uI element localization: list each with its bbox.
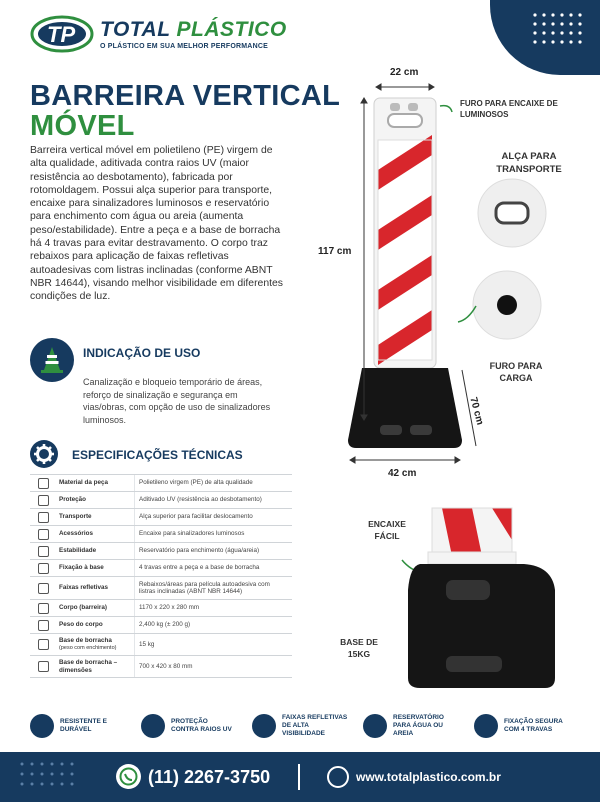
width-dimension: 22 cm <box>390 67 419 78</box>
spec-value: Rebaixos/áreas para película autoadesiva com listras inclinadas (ABNT NBR 14644) <box>134 577 292 599</box>
globe-icon <box>327 766 349 788</box>
page-title-line2: MÓVEL <box>30 110 135 142</box>
height-dimension: 117 cm <box>318 246 352 257</box>
barrier-body <box>374 98 436 368</box>
spec-value: Aditivado UV (resistência ao desbotamento) <box>134 492 292 508</box>
feature-item <box>141 703 237 749</box>
spec-value: 1170 x 220 x 280 mm <box>134 600 292 616</box>
website-link[interactable]: www.totalplastico.com.br <box>356 770 501 784</box>
svg-text:TP: TP <box>47 22 76 47</box>
lock-icon <box>474 714 498 738</box>
shield-icon <box>30 714 54 738</box>
brand-tagline: O PLÁSTICO EM SUA MELHOR PERFORMANCE <box>100 43 268 50</box>
base-detail <box>408 508 555 688</box>
feature-text: FIXAÇÃO SEGURA COM 4 TRAVAS <box>504 718 563 733</box>
base-width-dimension: 42 cm <box>388 468 417 479</box>
phone-number[interactable]: (11) 2267-3750 <box>148 767 271 787</box>
spec-label: Estabilidade <box>59 547 97 555</box>
spec-value: Encaixe para sinalizadores luminosos <box>134 526 292 542</box>
spec-label: Transporte <box>59 513 92 521</box>
encaixe-label: ENCAIXE FÁCIL <box>368 519 406 541</box>
spec-label: Acessórios <box>59 530 93 538</box>
stripes-icon <box>252 714 276 738</box>
footer-dot-grid-decoration <box>18 760 78 796</box>
features-bar <box>30 703 570 749</box>
furo-encaixe-label: FURO PARA ENCAIXE DE LUMINOSOS <box>460 99 558 119</box>
spec-label: Fixação à base <box>59 564 104 572</box>
page-title-line1: BARREIRA VERTICAL <box>30 80 341 112</box>
spec-value: 4 travas entre a peça e a base de borracha <box>134 560 292 576</box>
product-description: Barreira vertical móvel em polietileno (PE) virgem de alta qualidade, aditivada contra raios UV (maior resistência ao desbotamento), fabricada por rotomoldagem. Possui alça superior para transporte, encaixe para sinalizadores luminosos e reservatório para enchimento com água ou areia (aumenta peso/estabilidade). Entre a peça e a base de borracha há 4 travas para evitar destravamento. O corpo traz rebaixos para aplicação de faixas refletivas autoadesivas com listras inclinadas (conforme ABNT NBR 14644), visando melhor visibilidade em diferentes condições de luz. <box>30 145 283 303</box>
feature-text: FAIXAS REFLETIVAS DE ALTA VISIBILIDADE <box>282 714 348 737</box>
spec-value: 700 x 420 x 80 mm <box>134 656 292 677</box>
drop-icon <box>363 714 387 738</box>
spec-label: Peso do corpo <box>59 621 103 629</box>
spec-label: Base de borracha (peso com enchimento) <box>59 636 117 651</box>
feature-item <box>474 703 570 749</box>
spec-label: Faixas refletivas <box>59 584 109 592</box>
sun-icon <box>141 714 165 738</box>
barrier-base <box>348 368 462 448</box>
feature-item <box>363 703 459 749</box>
spec-label: Proteção <box>59 496 86 504</box>
feature-item <box>252 703 348 749</box>
specs-title: ESPECIFICAÇÕES TÉCNICAS <box>72 448 243 462</box>
feature-item <box>30 703 126 749</box>
feature-text: PROTEÇÃO CONTRA RAIOS UV <box>171 718 232 733</box>
handle-detail <box>478 179 546 247</box>
brand-name: TOTAL PLÁSTICO <box>100 18 287 41</box>
whatsapp-icon[interactable] <box>116 764 141 789</box>
spec-value: Reservatório para enchimento (água/areia) <box>134 543 292 559</box>
base-label: BASE DE 15KG <box>340 637 378 659</box>
spec-value: 15 kg <box>134 634 292 655</box>
footer-divider <box>298 764 300 790</box>
alca-label: ALÇA PARA TRANSPORTE <box>496 151 562 175</box>
base-depth-dimension: 70 cm <box>467 396 486 427</box>
footer <box>0 752 600 802</box>
spec-label: Material da peça <box>59 479 108 487</box>
feature-text: RESISTENTE E DURÁVEL <box>60 718 107 733</box>
load-hole-detail <box>473 271 541 339</box>
spec-value: Polietileno virgem (PE) de alta qualidade <box>134 475 292 491</box>
spec-label: Corpo (barreira) <box>59 604 107 612</box>
uso-text: Canalização e bloqueio temporário de áreas, reforço de sinalização e segurança em vias/obras, com opção de uso de sinalizadores luminosos. <box>83 377 271 425</box>
spec-value: 2,400 kg (± 200 g) <box>134 617 292 633</box>
feature-text: RESERVATÓRIO PARA ÁGUA OU AREIA <box>393 714 444 737</box>
spec-label: Base de borracha – dimensões <box>59 659 118 674</box>
uso-title: INDICAÇÃO DE USO <box>83 346 201 360</box>
spec-value: Alça superior para facilitar deslocamento <box>134 509 292 525</box>
furo-carga-label: FURO PARA CARGA <box>489 361 543 383</box>
